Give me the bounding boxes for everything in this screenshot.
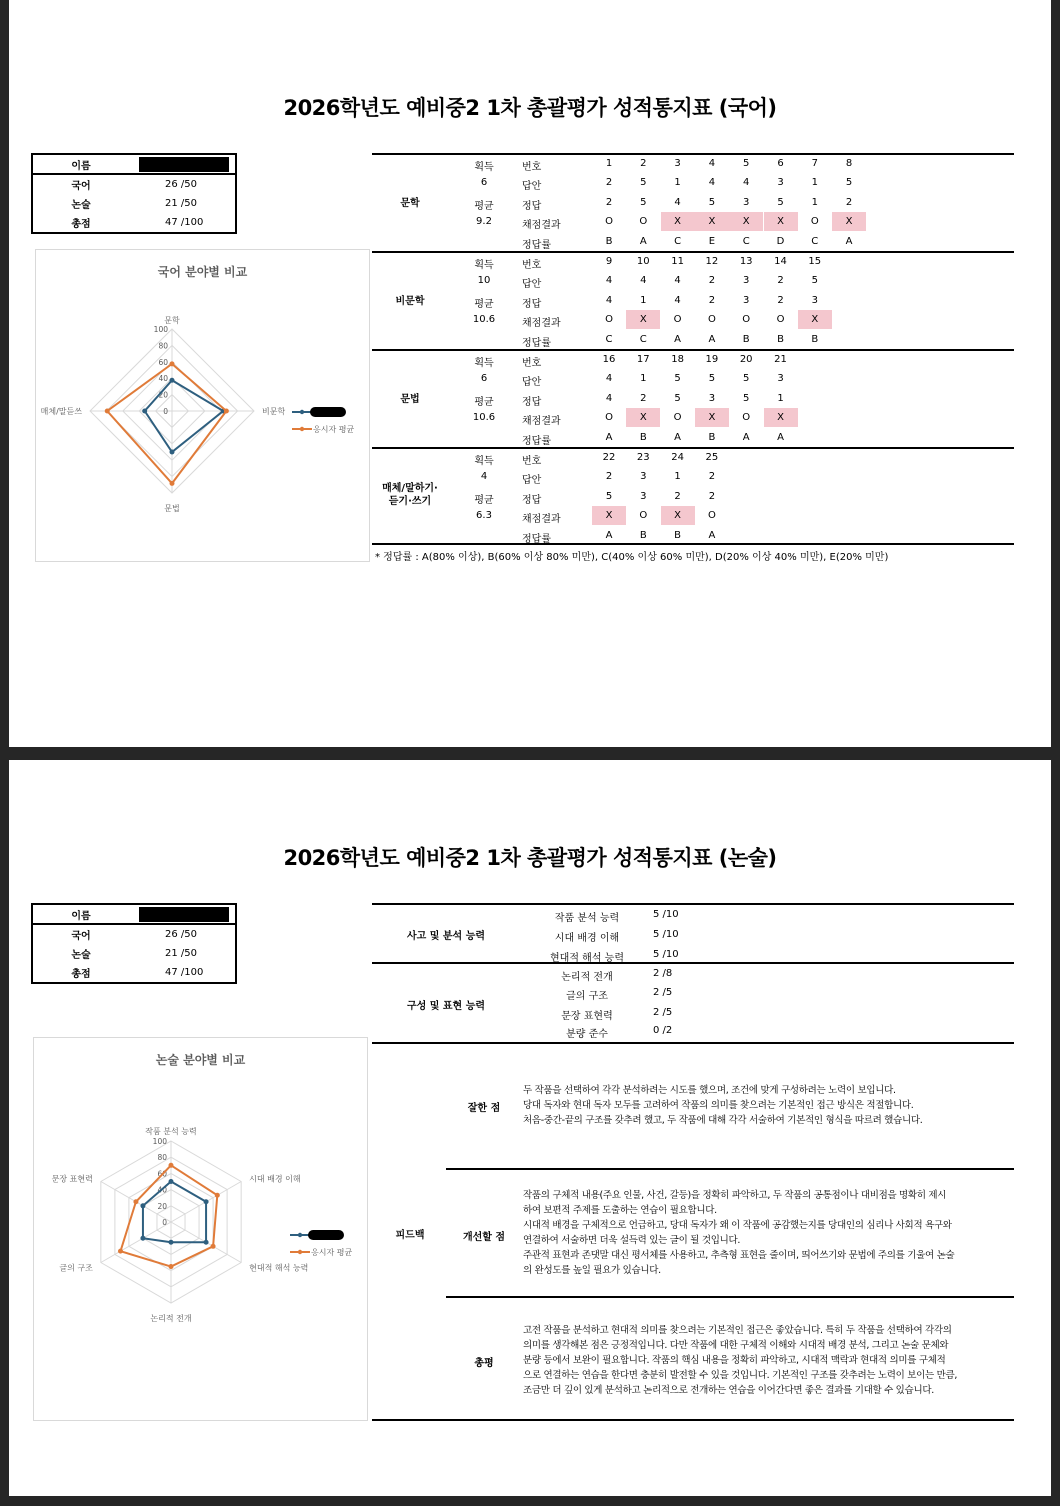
radar-axis-label: 문장 표현력 xyxy=(51,1174,93,1184)
feedback-line: 당대 독자와 현대 독자 모두를 고려하여 작품의 의미를 찾으려는 기본적인 접근 방식은 적절합니다. xyxy=(523,1100,914,1111)
row-label: 번호 xyxy=(522,358,542,369)
student-data-point xyxy=(204,1199,209,1204)
answer-section xyxy=(372,251,1014,349)
grading-result: O xyxy=(639,510,648,522)
row-label: 정답 xyxy=(522,494,542,506)
score-value: 47 /100 xyxy=(165,967,204,978)
score-value: 21 /50 xyxy=(165,948,197,959)
student-answer: 3 xyxy=(743,275,750,287)
radar-axis-label: 작품 분석 능력 xyxy=(145,1127,197,1136)
question-number: 18 xyxy=(671,354,684,365)
radar-axis-label: 논리적 전개 xyxy=(150,1314,192,1323)
correct-answer: 5 xyxy=(777,196,784,208)
correct-answer: 2 xyxy=(605,196,613,208)
average-label: 평균 xyxy=(474,200,494,212)
page-title: 2026학년도 예비중2 1차 총괄평가 성적통지표 (국어) xyxy=(283,96,777,120)
grading-result: O xyxy=(742,314,751,326)
row-label: 채점결과 xyxy=(522,416,561,428)
section-name: 문학 xyxy=(400,198,420,209)
row-label: 답안 xyxy=(522,475,542,487)
score-value: 26 /50 xyxy=(165,929,197,940)
question-number: 13 xyxy=(739,256,753,267)
correct-rate: A xyxy=(708,333,716,345)
radar-axis-label: 문법 xyxy=(164,504,180,513)
correct-rate: C xyxy=(742,235,750,247)
feedback-line: 조금만 더 깊이 있게 분석하고 논리적으로 전개하는 연습을 이어간다면 좋은 결과를 기대할 수 있습니다. xyxy=(523,1385,934,1396)
correct-answer: 5 xyxy=(640,196,647,208)
row-label: 정답 xyxy=(522,200,542,212)
correct-answer: 4 xyxy=(674,294,681,306)
correct-answer: 4 xyxy=(605,392,613,404)
correct-answer: 5 xyxy=(674,392,681,404)
correct-rate: A xyxy=(605,431,613,443)
redacted-name xyxy=(139,157,229,172)
radar-axis-label: 문학 xyxy=(164,316,180,325)
legend-label: 응시자 평균 xyxy=(311,1248,353,1257)
correct-rate: B xyxy=(605,235,613,247)
correct-answer: 3 xyxy=(743,294,750,306)
feedback-improvements xyxy=(446,1168,1014,1296)
question-number: 22 xyxy=(602,452,616,463)
feedback-line: 의 완성도를 높일 필요가 있습니다. xyxy=(523,1265,661,1276)
question-number: 15 xyxy=(808,256,822,267)
average-data-point xyxy=(105,409,110,414)
redacted-name xyxy=(139,907,229,922)
average-value: 9.2 xyxy=(476,216,492,228)
correct-rate: C xyxy=(811,235,819,247)
rubric-score: 5 /10 xyxy=(653,949,679,960)
grading-result: X xyxy=(764,408,798,427)
obtained-value: 6 xyxy=(480,373,488,385)
correct-rate: A xyxy=(605,529,613,541)
student-answer: 5 xyxy=(708,373,716,385)
student-answer: 5 xyxy=(640,177,647,189)
student-answer: 2 xyxy=(708,471,716,483)
correct-answer: 2 xyxy=(777,294,784,306)
grading-result: X xyxy=(764,212,798,231)
student-answer: 1 xyxy=(674,177,681,189)
question-number: 23 xyxy=(636,452,650,463)
feedback-label: 피드백 xyxy=(395,1230,425,1241)
feedback-line: 처음-중간-끝의 구조를 갖추려 했고, 두 작품에 대해 각각 서술하여 기본적인 형식을 따르려 했습니다. xyxy=(523,1115,923,1126)
student-answer: 3 xyxy=(777,177,784,189)
obtained-label: 획득 xyxy=(474,456,494,467)
student-answer: 3 xyxy=(777,373,784,385)
average-label: 평균 xyxy=(474,396,494,408)
legend-marker xyxy=(298,1233,302,1237)
correct-rate: A xyxy=(708,529,716,541)
section-name-line: 듣기·쓰기 xyxy=(388,496,432,507)
correct-answer: 5 xyxy=(708,196,716,208)
student-answer: 1 xyxy=(811,177,818,189)
row-label: 정답률 xyxy=(522,435,551,447)
grading-result: O xyxy=(742,412,751,424)
question-number: 2 xyxy=(640,158,647,169)
student-answer: 4 xyxy=(674,275,681,287)
radar-tick-label: 100 xyxy=(153,325,168,334)
student-answer: 4 xyxy=(605,373,613,385)
radar-axis-label: 글의 구조 xyxy=(59,1263,93,1273)
correct-rate: C xyxy=(674,235,682,247)
question-number: 1 xyxy=(605,158,613,169)
grading-result: O xyxy=(605,412,613,424)
question-number: 12 xyxy=(705,256,719,267)
score-value: 21 /50 xyxy=(165,198,197,209)
grading-result: X xyxy=(592,506,626,525)
grading-result: X xyxy=(626,408,660,427)
grading-result: O xyxy=(673,314,682,326)
report-page-korean xyxy=(9,0,1051,747)
correct-answer: 4 xyxy=(674,196,681,208)
row-label: 정답 xyxy=(522,298,542,310)
rubric-score: 2 /5 xyxy=(653,1007,673,1018)
correct-rate: B xyxy=(811,333,819,345)
radar-tick-label: 100 xyxy=(152,1137,167,1146)
correct-rate: B xyxy=(777,333,784,345)
feedback-line: 연결하여 서술하면 더욱 설득력 있는 글이 될 것입니다. xyxy=(523,1235,741,1246)
answer-section xyxy=(372,153,1014,251)
feedback-text xyxy=(523,1323,1013,1398)
feedback-line: 두 작품을 선택하여 각각 분석하려는 시도를 했으며, 조건에 맞게 구성하려는 노력이 보입니다. xyxy=(523,1085,896,1096)
average-data-point xyxy=(170,361,175,366)
average-data-point xyxy=(224,409,229,414)
feedback-line: 분량 등에서 보완이 필요합니다. 작품의 핵심 내용을 정확히 파악하고, 시대적 맥락과 현대적 의미를 구체적 xyxy=(523,1355,946,1366)
student-answer: 4 xyxy=(743,177,750,189)
feedback-line: 시대적 배경을 구체적으로 언급하고, 당대 독자가 왜 이 작품에 공감했는지를 당대인의 심리나 사회적 욕구와 xyxy=(523,1220,952,1231)
student-data-point xyxy=(142,409,147,414)
correct-rate: B xyxy=(639,529,647,541)
rubric-item: 문장 표현력 xyxy=(561,1011,613,1022)
grading-result: O xyxy=(776,314,785,326)
student-answer: 2 xyxy=(605,471,613,483)
question-number: 20 xyxy=(739,354,753,365)
question-number: 21 xyxy=(774,354,787,365)
row-label: 답안 xyxy=(522,377,542,389)
rubric-item: 시대 배경 이해 xyxy=(554,933,620,944)
radar-tick-label: 0 xyxy=(162,1218,167,1227)
average-data-point xyxy=(170,481,175,486)
legend-redacted-name xyxy=(310,407,346,417)
feedback-row-name: 잘한 점 xyxy=(467,1103,501,1114)
radar-tick-label: 60 xyxy=(157,1169,167,1179)
question-number: 8 xyxy=(845,158,853,169)
radar-tick-label: 40 xyxy=(158,374,168,384)
row-label: 번호 xyxy=(522,456,542,467)
obtained-value: 4 xyxy=(480,471,488,483)
row-label: 채점결과 xyxy=(522,514,561,526)
student-answer: 5 xyxy=(674,373,681,385)
correct-rate: A xyxy=(777,431,784,443)
feedback-line: 주관적 표현과 존댓말 대신 평서체를 사용하고, 추측형 표현을 줄이며, 띄어쓰기와 문법에 주의를 기울여 논술 xyxy=(523,1250,955,1261)
feedback-text xyxy=(523,1188,1013,1278)
row-label: 정답률 xyxy=(522,337,551,349)
radar-axis-label: 매체/말듣쓰 xyxy=(40,407,82,416)
correct-answer: 2 xyxy=(708,294,716,306)
score-summary-box xyxy=(31,153,237,234)
section-name: 비문학 xyxy=(395,296,425,307)
student-data-point xyxy=(204,1240,209,1245)
radar-axis-label: 현대적 해석 능력 xyxy=(249,1263,309,1273)
radar-tick-label: 20 xyxy=(157,1201,167,1211)
score-value: 26 /50 xyxy=(165,179,197,190)
score-label: 논술 xyxy=(71,200,91,211)
legend-redacted-name xyxy=(308,1230,344,1240)
row-label: 번호 xyxy=(522,162,542,173)
average-value: 6.3 xyxy=(476,510,492,522)
grading-result: O xyxy=(707,510,716,522)
correct-answer: 1 xyxy=(811,196,818,208)
student-answer: 3 xyxy=(640,471,647,483)
correct-answer: 2 xyxy=(845,196,853,208)
row-label: 답안 xyxy=(522,279,542,291)
answer-section xyxy=(372,447,1014,545)
correct-answer: 3 xyxy=(811,294,818,306)
correct-answer: 3 xyxy=(708,392,716,404)
score-label: 국어 xyxy=(71,931,91,942)
student-data-point xyxy=(169,1179,174,1184)
feedback-line: 작품의 구체적 내용(주요 인물, 사건, 갈등)을 정확히 파악하고, 두 작품의 공통점이나 대비점을 명확히 제시 xyxy=(523,1190,947,1201)
correct-rate: A xyxy=(674,431,682,443)
radar-tick-label: 20 xyxy=(158,390,168,400)
student-answer: 4 xyxy=(708,177,716,189)
correct-rate: C xyxy=(639,333,647,345)
row-label: 정답 xyxy=(522,396,542,408)
feedback-strengths xyxy=(446,1044,1014,1168)
correct-rate: B xyxy=(742,333,750,345)
radar-tick-label: 80 xyxy=(158,341,168,351)
chart-title: 논술 분야별 비교 xyxy=(155,1053,246,1067)
row-label: 답안 xyxy=(522,181,542,193)
row-label: 채점결과 xyxy=(522,220,561,232)
student-answer: 1 xyxy=(640,373,647,385)
feedback-line: 의미를 생각해본 점은 긍정적입니다. 다만 작품에 대한 구체적 이해와 시대적 배경 분석, 그리고 논술 문체와 xyxy=(523,1340,949,1351)
legend-marker xyxy=(300,427,304,431)
correct-answer: 3 xyxy=(640,490,647,502)
rubric-score: 2 /5 xyxy=(653,987,673,998)
student-answer: 5 xyxy=(845,177,853,189)
average-data-point xyxy=(169,1264,174,1269)
rubric-category: 사고 및 분석 능력 xyxy=(406,931,486,942)
rubric-group-composition xyxy=(372,962,1014,1042)
grading-result: X xyxy=(695,212,729,231)
rubric-item: 작품 분석 능력 xyxy=(554,913,620,924)
radar-tick-label: 40 xyxy=(157,1185,167,1195)
page-title: 2026학년도 예비중2 1차 총괄평가 성적통지표 (논술) xyxy=(283,846,777,870)
correct-answer: 5 xyxy=(743,392,750,404)
legend-marker xyxy=(300,410,304,414)
correct-rate: A xyxy=(742,431,750,443)
question-number: 10 xyxy=(636,256,650,267)
feedback-line: 으로 연결하는 연습을 한다면 충분히 발전할 수 있을 것입니다. 기본적인 구조를 갖추려는 노력이 보이는 만큼, xyxy=(523,1370,958,1381)
average-label: 평균 xyxy=(474,298,494,310)
question-number: 3 xyxy=(674,158,681,169)
grading-result: X xyxy=(729,212,763,231)
correct-rate: A xyxy=(639,235,647,247)
correct-rate: B xyxy=(639,431,647,443)
average-value: 10.6 xyxy=(472,412,496,424)
average-label: 평균 xyxy=(474,494,494,506)
score-summary-box xyxy=(31,903,237,984)
average-data-point xyxy=(133,1199,138,1204)
radar-svg xyxy=(36,250,369,561)
correct-answer: 1 xyxy=(640,294,647,306)
correct-answer: 3 xyxy=(743,196,750,208)
score-label: 총점 xyxy=(71,969,91,980)
essay-radar-chart xyxy=(33,1037,368,1421)
feedback-overall xyxy=(446,1296,1014,1421)
student-answer: 5 xyxy=(811,275,818,287)
question-number: 14 xyxy=(774,256,787,267)
correct-rate: E xyxy=(708,235,716,247)
rubric-item: 분량 준수 xyxy=(566,1029,608,1040)
grading-result: X xyxy=(695,408,729,427)
question-number: 16 xyxy=(602,354,616,365)
rubric-score: 2 /8 xyxy=(653,968,673,979)
average-data-point xyxy=(118,1249,123,1254)
student-data-point xyxy=(170,378,175,383)
radar-tick-label: 60 xyxy=(158,357,168,367)
score-value: 47 /100 xyxy=(165,217,204,228)
correct-answer: 4 xyxy=(605,294,613,306)
correct-answer: 2 xyxy=(640,392,647,404)
score-label: 국어 xyxy=(71,181,91,192)
rubric-score: 5 /10 xyxy=(653,909,679,920)
legend-marker xyxy=(298,1250,302,1254)
grading-result: O xyxy=(605,314,613,326)
feedback-section xyxy=(372,1042,1014,1421)
grading-result: O xyxy=(707,314,716,326)
correct-rate: C xyxy=(605,333,613,345)
correct-answer: 2 xyxy=(708,490,716,502)
student-data-point xyxy=(170,450,175,455)
obtained-value: 10 xyxy=(477,275,491,287)
feedback-line: 하여 보편적 주제를 도출하는 연습이 필요합니다. xyxy=(523,1205,717,1216)
obtained-label: 획득 xyxy=(474,260,494,271)
radar-svg xyxy=(34,1038,367,1420)
rate-footnote: * 정답률 : A(80% 이상), B(60% 이상 80% 미만), C(40% 이상 60% 미만), D(20% 이상 40% 미만), E(20% 미만) xyxy=(375,552,889,563)
question-number: 19 xyxy=(705,354,719,365)
student-answer: 2 xyxy=(708,275,716,287)
rubric-item: 논리적 전개 xyxy=(561,972,613,983)
section-name: 문법 xyxy=(400,394,420,405)
radar-axis-label: 비문학 xyxy=(262,407,286,416)
grading-result: X xyxy=(661,212,695,231)
student-answer: 2 xyxy=(777,275,784,287)
row-label: 번호 xyxy=(522,260,542,271)
obtained-label: 획득 xyxy=(474,358,494,369)
rubric-item: 글의 구조 xyxy=(566,991,608,1002)
grading-result: O xyxy=(605,216,613,228)
feedback-row-name: 개선할 점 xyxy=(462,1232,506,1243)
question-number: 4 xyxy=(708,158,716,169)
question-number: 11 xyxy=(671,256,684,267)
student-data-point xyxy=(140,1236,145,1241)
section-name-line: 매체/말하기· xyxy=(382,483,438,494)
grading-result: X xyxy=(626,310,660,329)
student-data-point xyxy=(169,1240,174,1245)
section-name xyxy=(372,482,448,508)
rubric-score: 0 /2 xyxy=(653,1025,673,1036)
correct-rate: A xyxy=(845,235,853,247)
name-label: 이름 xyxy=(71,160,91,172)
correct-rate: A xyxy=(674,333,682,345)
average-data-point xyxy=(211,1244,216,1249)
name-label: 이름 xyxy=(71,910,91,922)
chart-title: 국어 분야별 비교 xyxy=(157,265,248,279)
question-number: 25 xyxy=(705,452,719,463)
rubric-category: 구성 및 표현 능력 xyxy=(406,1001,486,1012)
average-data-point xyxy=(169,1163,174,1168)
radar-tick-label: 80 xyxy=(157,1153,167,1163)
question-number: 6 xyxy=(777,158,784,169)
student-answer: 1 xyxy=(674,471,681,483)
korean-radar-chart xyxy=(35,249,370,562)
correct-answer: 1 xyxy=(777,392,784,404)
row-label: 채점결과 xyxy=(522,318,561,330)
question-number: 17 xyxy=(636,354,650,365)
feedback-text xyxy=(523,1083,1013,1128)
grading-result: O xyxy=(810,216,819,228)
grading-result: X xyxy=(798,310,832,329)
rubric-group-analysis xyxy=(372,903,1014,962)
obtained-label: 획득 xyxy=(474,162,494,173)
row-label: 정답률 xyxy=(522,533,551,545)
score-label: 논술 xyxy=(71,950,91,961)
student-answer: 2 xyxy=(605,177,613,189)
grading-result: O xyxy=(639,216,648,228)
correct-answer: 5 xyxy=(605,490,613,502)
correct-answer: 2 xyxy=(674,490,681,502)
feedback-row-name: 총평 xyxy=(474,1358,494,1369)
feedback-line: 고전 작품을 분석하고 현대적 의미를 찾으려는 기본적인 접근은 좋았습니다. 특히 두 작품을 선택하여 각각의 xyxy=(523,1325,952,1336)
rubric-item: 현대적 해석 능력 xyxy=(550,953,624,964)
correct-rate: B xyxy=(674,529,682,541)
score-label: 총점 xyxy=(71,219,91,230)
average-data-point xyxy=(215,1193,220,1198)
student-answer: 4 xyxy=(605,275,613,287)
student-answer: 5 xyxy=(743,373,750,385)
question-number: 24 xyxy=(671,452,684,463)
question-number: 7 xyxy=(811,158,818,169)
question-number: 5 xyxy=(743,158,750,169)
radar-tick-label: 0 xyxy=(163,407,168,416)
answer-section xyxy=(372,349,1014,447)
radar-axis-label: 시대 배경 이해 xyxy=(249,1174,301,1184)
correct-rate: D xyxy=(776,235,785,247)
correct-rate: B xyxy=(708,431,716,443)
grading-result: O xyxy=(673,412,682,424)
report-page-essay xyxy=(9,760,1051,1496)
obtained-value: 6 xyxy=(480,177,488,189)
average-value: 10.6 xyxy=(472,314,496,326)
question-number: 9 xyxy=(605,256,613,267)
grading-result: X xyxy=(661,506,695,525)
rubric-score: 5 /10 xyxy=(653,929,679,940)
student-data-point xyxy=(140,1203,145,1208)
row-label: 정답률 xyxy=(522,239,551,251)
legend-label: 응시자 평균 xyxy=(313,425,355,434)
grading-result: X xyxy=(832,212,866,231)
student-answer: 4 xyxy=(640,275,647,287)
